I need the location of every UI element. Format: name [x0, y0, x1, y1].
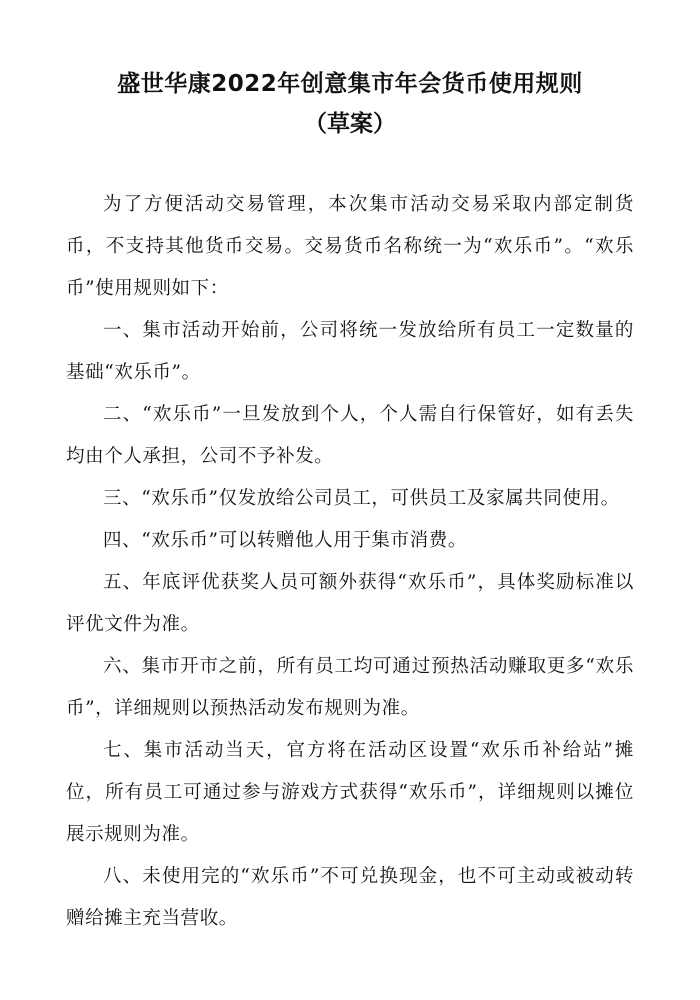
rule-8-paragraph: 八、未使用完的“欢乐币”不可兑换现金，也不可主动或被动转赠给摊主充当营收。: [66, 866, 634, 929]
rule-6-paragraph: 六、集市开市之前，所有员工均可通过预热活动赚取更多“欢乐币”，详细规则以预热活动发布规则为准。: [66, 656, 634, 719]
rule-4-paragraph: 四、“欢乐币”可以转赠他人用于集市消费。: [103, 530, 467, 551]
document-subtitle: （草案）: [304, 111, 396, 137]
rule-5-paragraph: 五、年底评优获奖人员可额外获得“欢乐币”，具体奖励标准以评优文件为准。: [66, 572, 634, 635]
rule-7-paragraph: 七、集市活动当天，官方将在活动区设置“欢乐币补给站”摊位，所有员工可通过参与游戏方式获得“欢乐币”，详细规则以摊位展示规则为准。: [66, 740, 634, 845]
rule-1-paragraph: 一、集市活动开始前，公司将统一发放给所有员工一定数量的基础“欢乐币”。: [66, 320, 634, 383]
document-title: 盛世华康2022年创意集市年会货币使用规则: [117, 71, 583, 97]
document-body: [66, 184, 634, 940]
intro-paragraph: 为了方便活动交易管理，本次集市活动交易采取内部定制货币，不支持其他货币交易。交易货币名称统一为“欢乐币”。“欢乐币”使用规则如下：: [66, 194, 634, 299]
rule-3-paragraph: 三、“欢乐币”仅发放给公司员工，可供员工及家属共同使用。: [103, 488, 620, 509]
rule-2-paragraph: 二、“欢乐币”一旦发放到个人，个人需自行保管好，如有丢失均由个人承担，公司不予补发。: [66, 404, 634, 467]
